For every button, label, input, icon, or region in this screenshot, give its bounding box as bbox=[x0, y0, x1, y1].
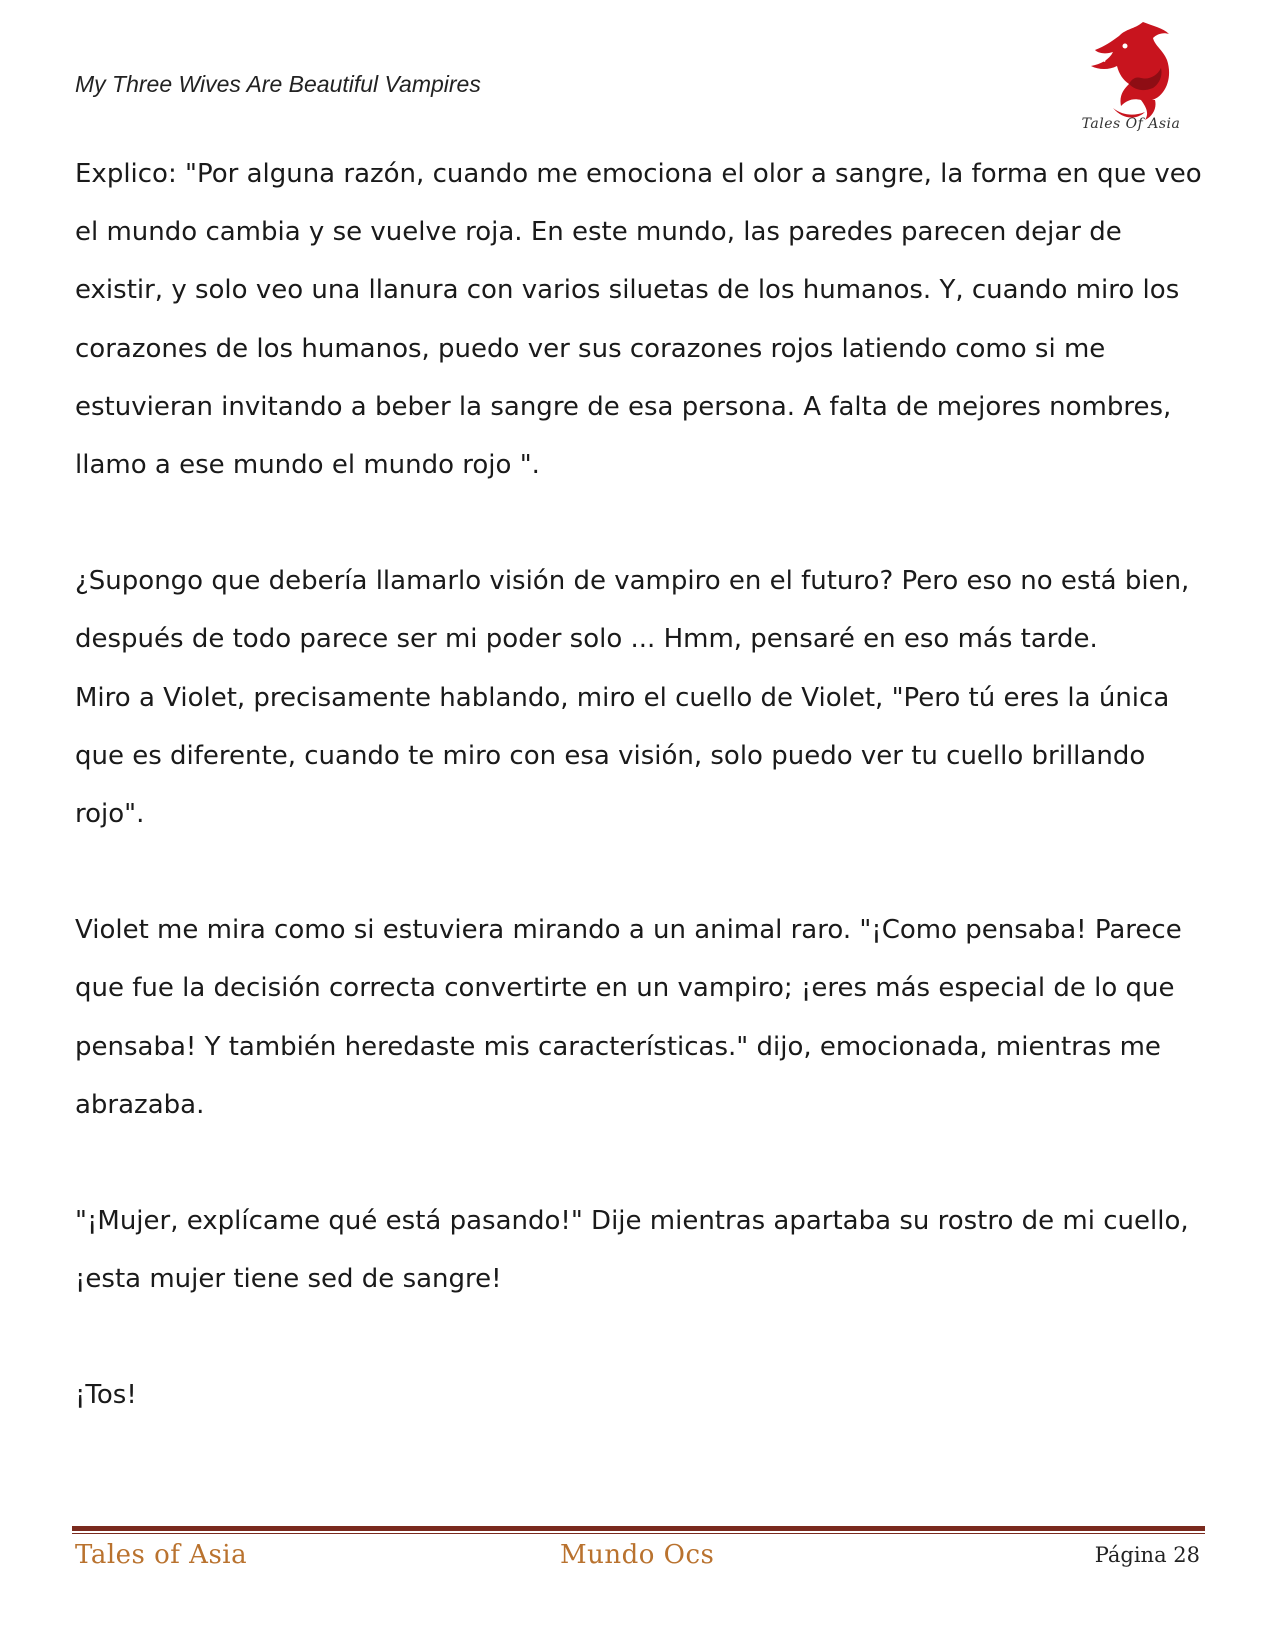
paragraph: Miro a Violet, precisamente hablando, miro el cuello de Violet, "Pero tú eres la única que es diferente, cuando te miro con esa visión, solo puedo ver tu cuello brillando rojo". bbox=[75, 682, 1170, 830]
paragraph: "¡Mujer, explícame qué está pasando!" Dije mientras apartaba su rostro de mi cuello, ¡esta mujer tiene sed de sangre! bbox=[75, 1206, 1189, 1295]
logo-text: Tales Of Asia bbox=[1081, 116, 1181, 132]
paragraph: Violet me mira como si estuviera mirando a un animal raro. "¡Como pensaba! Parece que fue la decisión correcta convertirte en un vampiro; ¡eres más especial de lo que pensaba! Y también heredaste mis características." dijo, emocionada, mientras me abrazaba. bbox=[75, 915, 1182, 1120]
footer-section-name: Mundo Ocs bbox=[560, 1540, 715, 1570]
footer-divider-thin bbox=[72, 1533, 1205, 1534]
page-number: Página 28 bbox=[1094, 1543, 1200, 1567]
document-header-title: My Three Wives Are Beautiful Vampires bbox=[75, 71, 481, 97]
document-body bbox=[75, 145, 1205, 1425]
footer-site-name: Tales of Asia bbox=[75, 1540, 248, 1570]
paragraph: Explico: "Por alguna razón, cuando me emociona el olor a sangre, la forma en que veo el mundo cambia y se vuelve roja. En este mundo, las paredes parecen dejar de existir, y solo veo una llanura con varios siluetas de los humanos. Y, cuando miro los corazones de los humanos, puedo ver sus corazones rojos latiendo como si me estuvieran invitando a beber la sangre de esa persona. A falta de mejores nombres, llamo a ese mundo el mundo rojo ". bbox=[75, 159, 1202, 481]
footer-divider bbox=[72, 1526, 1205, 1531]
paragraph: ¿Supongo que debería llamarlo visión de vampiro en el futuro? Pero eso no está bien, después de todo parece ser mi poder solo ... Hmm, pensaré en eso más tarde. bbox=[75, 566, 1190, 655]
paragraph: ¡Tos! bbox=[75, 1380, 137, 1411]
